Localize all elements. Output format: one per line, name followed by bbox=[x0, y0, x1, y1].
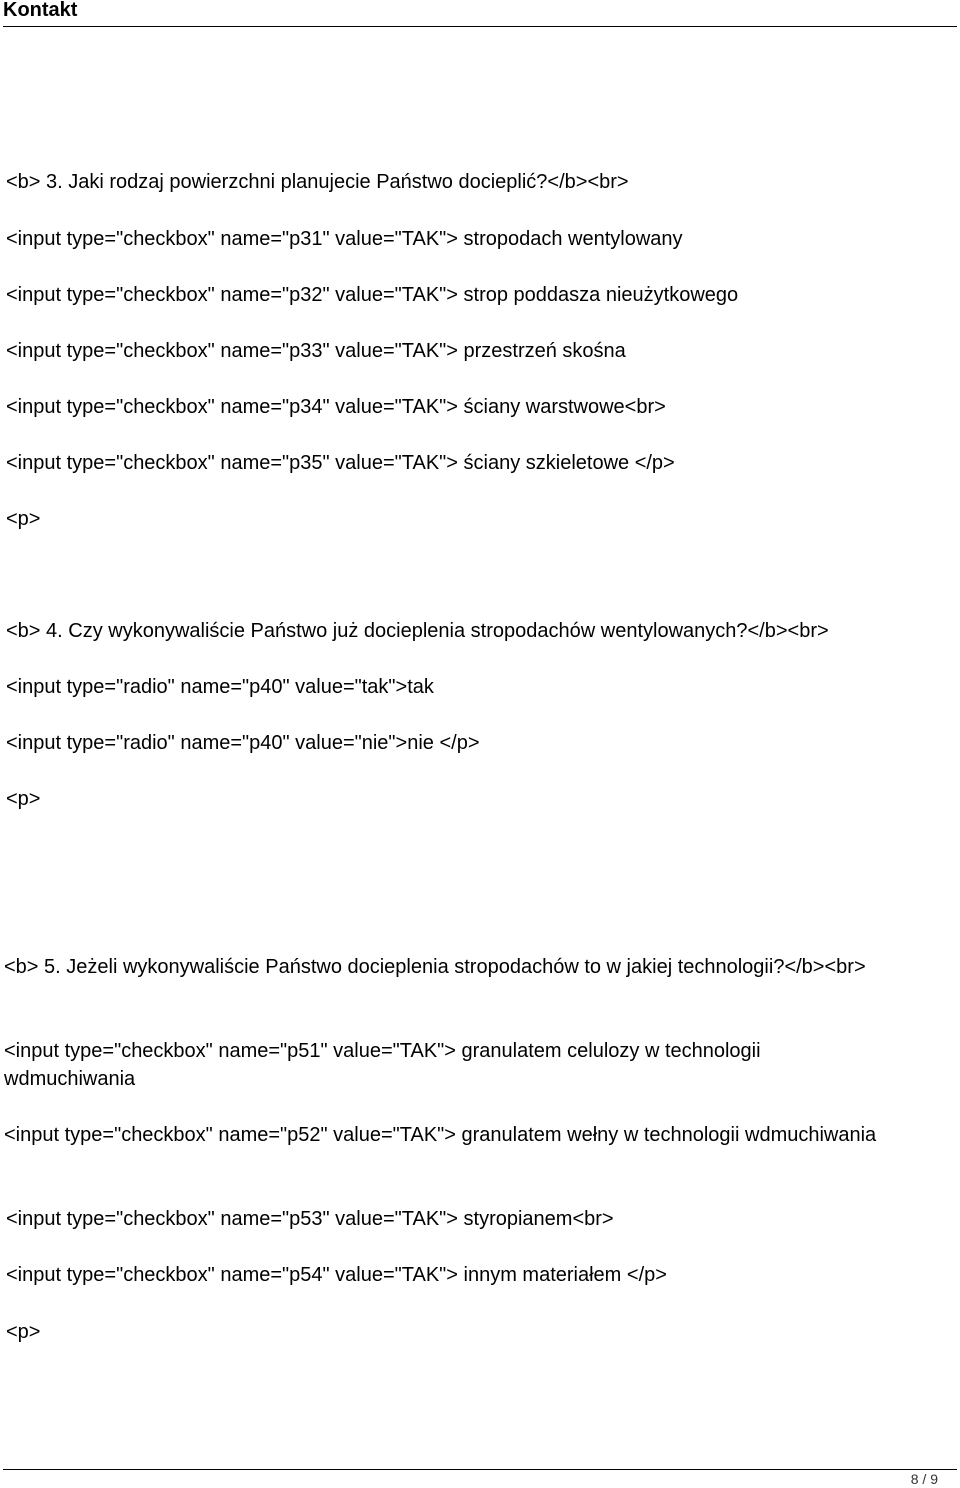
option-p40-tak: <input type="radio" name="p40" value="tak">tak bbox=[6, 676, 434, 698]
option-p33: <input type="checkbox" name="p33" value="TAK"> przestrzeń skośna bbox=[6, 340, 626, 362]
option-p31: <input type="checkbox" name="p31" value="TAK"> stropodach wentylowany bbox=[6, 228, 683, 250]
option-p32: <input type="checkbox" name="p32" value="TAK"> strop poddasza nieużytkowego bbox=[6, 284, 739, 306]
paragraph-tag: <p> bbox=[6, 508, 41, 530]
header-divider bbox=[3, 26, 957, 27]
option-p40-nie: <input type="radio" name="p40" value="nie">nie </p> bbox=[6, 732, 480, 754]
option-p53: <input type="checkbox" name="p53" value="TAK"> styropianem<br> bbox=[6, 1208, 614, 1230]
paragraph-tag: <p> bbox=[6, 788, 41, 810]
option-p54: <input type="checkbox" name="p54" value="TAK"> innym materiałem </p> bbox=[6, 1264, 667, 1286]
option-p52: <input type="checkbox" name="p52" value="TAK"> granulatem wełny w technologii wdmuchiwania bbox=[4, 1124, 877, 1146]
page-number: 8 / 9 bbox=[910, 1471, 938, 1487]
option-p51: <input type="checkbox" name="p51" value="TAK"> granulatem celulozy w technologii wdmuchiwania bbox=[4, 1040, 761, 1090]
question-5-heading: <b> 5. Jeżeli wykonywaliście Państwo docieplenia stropodachów to w jakiej technologii?</b><br> bbox=[4, 956, 866, 978]
paragraph-tag: <p> bbox=[6, 1321, 41, 1343]
option-p35: <input type="checkbox" name="p35" value="TAK"> ściany szkieletowe </p> bbox=[6, 452, 675, 474]
page-header-title: Kontakt bbox=[3, 0, 78, 21]
option-p34: <input type="checkbox" name="p34" value="TAK"> ściany warstwowe<br> bbox=[6, 396, 666, 418]
question-4-heading: <b> 4. Czy wykonywaliście Państwo już docieplenia stropodachów wentylowanych?</b><br> bbox=[6, 620, 829, 642]
question-3-heading: <b> 3. Jaki rodzaj powierzchni planujecie Państwo docieplić?</b><br> bbox=[6, 171, 629, 193]
footer-divider bbox=[3, 1469, 957, 1470]
